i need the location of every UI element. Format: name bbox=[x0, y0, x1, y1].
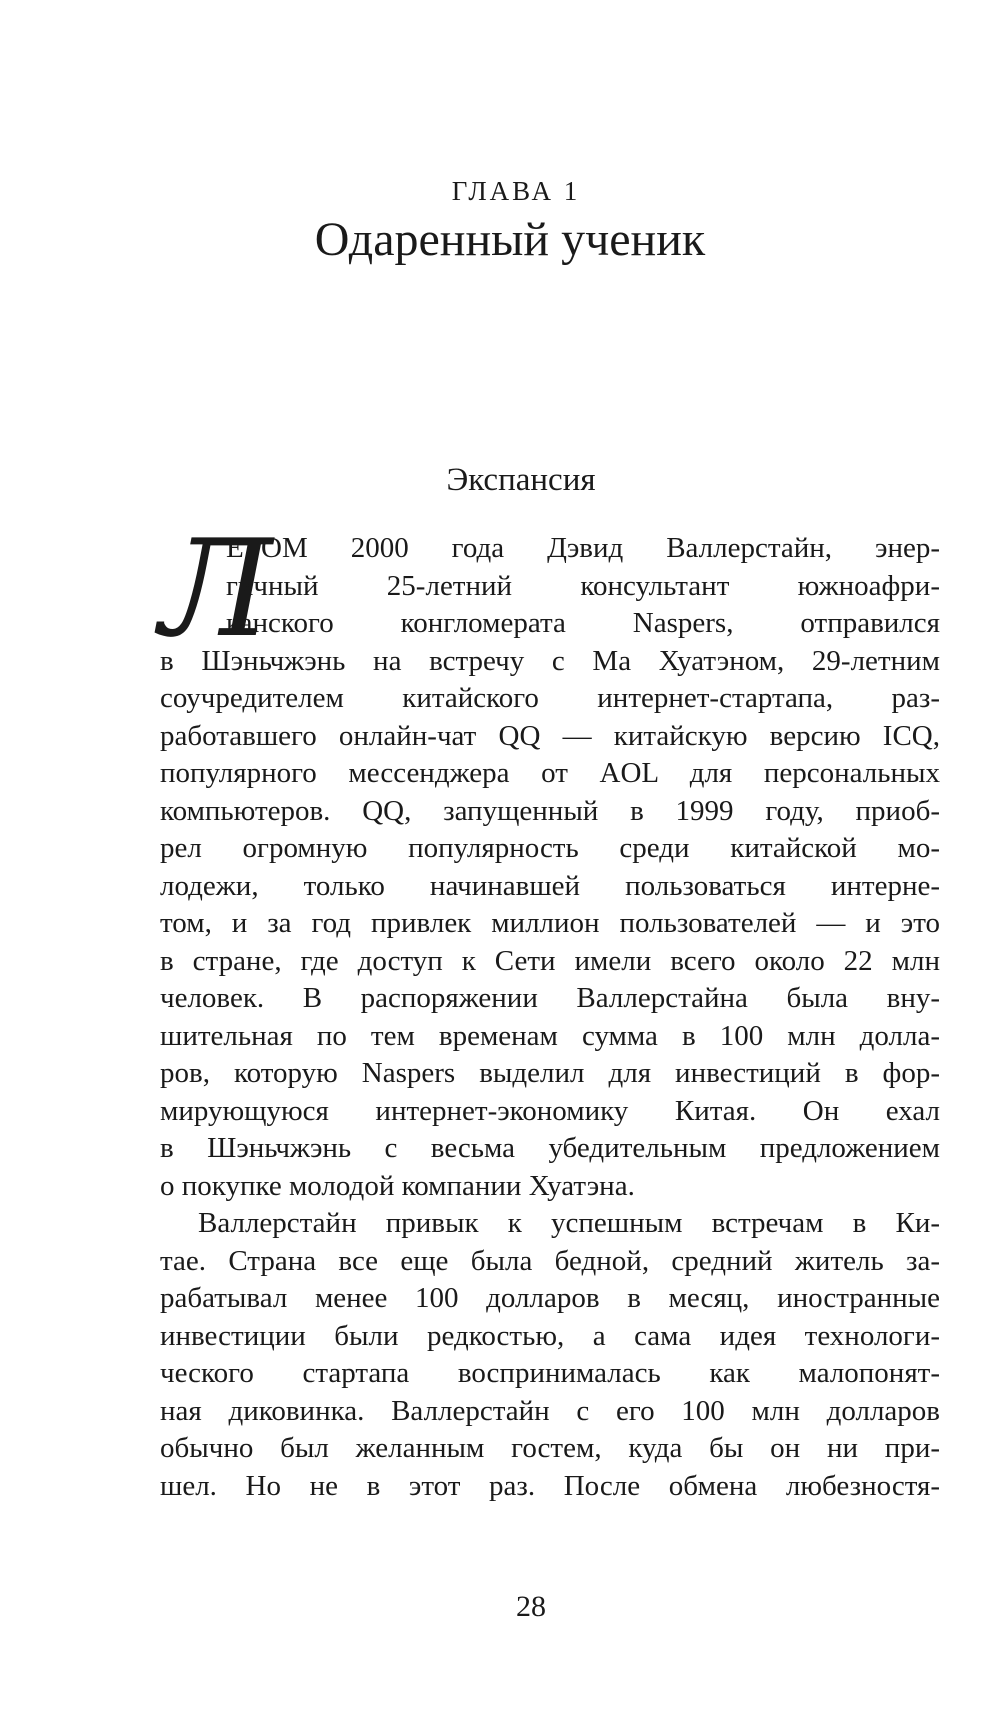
text-line: шительная по тем временам сумма в 100 млн долла- bbox=[160, 1019, 940, 1052]
text-line: ров, которую Naspers выделил для инвестиций в фор- bbox=[160, 1057, 940, 1089]
text-line: ческого стартапа воспринималась как малопонят- bbox=[160, 1357, 940, 1389]
text-line: в Шэньчжэнь на встречу с Ма Хуатэном, 29-летним bbox=[160, 644, 940, 677]
text-line: мирующуюся интернет-экономику Китая. Он ехал bbox=[160, 1094, 940, 1127]
page-number: 28 bbox=[516, 1590, 546, 1623]
text-line: популярного мессенджера от AOL для персональных bbox=[160, 757, 940, 789]
text-line: рел огромную популярность среди китайской мо- bbox=[160, 832, 940, 864]
text-line: ЕТОМ 2000 года Дэвид Валлерстайн, энер- bbox=[226, 532, 940, 564]
text-line: инвестиции были редкостью, а сама идея технологи- bbox=[160, 1319, 940, 1352]
text-line: канского конгломерата Naspers, отправился bbox=[226, 607, 940, 639]
text-line: в Шэньчжэнь с весьма убедительным предложением bbox=[160, 1132, 940, 1164]
text-line: компьютеров. QQ, запущенный в 1999 году, приоб- bbox=[160, 794, 940, 827]
text-line: обычно был желанным гостем, куда бы он ни при- bbox=[160, 1432, 940, 1464]
text-line: гичный 25-летний консультант южноафри- bbox=[226, 569, 940, 602]
text-line: о покупке молодой компании Хуатэна. bbox=[160, 1169, 635, 1202]
body-text bbox=[160, 511, 940, 1505]
text-line: в стране, где доступ к Сети имели всего около 22 млн bbox=[160, 944, 940, 977]
text-line: Валлерстайн привык к успешным встречам в Ки- bbox=[198, 1207, 940, 1239]
text-line: том, и за год привлек миллион пользователей — и это bbox=[160, 907, 940, 939]
text-line: работавшего онлайн-чат QQ — китайскую версию ICQ, bbox=[160, 719, 940, 752]
text-line: лодежи, только начинавшей пользоваться интерне- bbox=[160, 869, 940, 902]
drop-cap-letter: Л bbox=[160, 511, 272, 667]
text-line: шел. Но не в этот раз. После обмена любезностя- bbox=[160, 1469, 940, 1502]
section-title: Экспансия bbox=[446, 462, 596, 498]
text-line: тае. Страна все еще была бедной, средний житель за- bbox=[160, 1244, 940, 1277]
text-line: человек. В распоряжении Валлерстайна была вну- bbox=[160, 982, 940, 1014]
chapter-title: Одаренный ученик bbox=[314, 213, 706, 266]
text-line: ная диковинка. Валлерстайн с его 100 млн долларов bbox=[160, 1394, 940, 1427]
text-line: рабатывал менее 100 долларов в месяц, иностранные bbox=[160, 1282, 940, 1314]
chapter-label: ГЛАВА 1 bbox=[451, 176, 581, 206]
text-line: соучредителем китайского интернет-стартапа, раз- bbox=[160, 682, 940, 714]
